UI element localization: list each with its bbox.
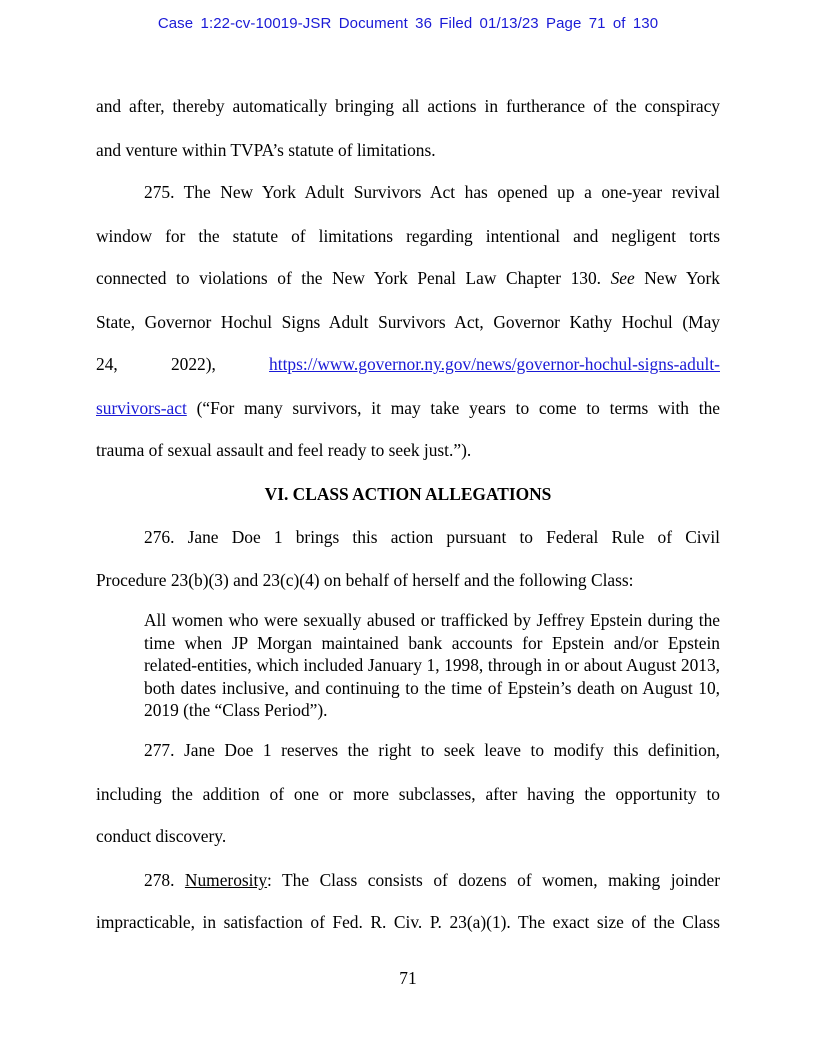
section-heading: VI. CLASS ACTION ALLEGATIONS [264, 484, 552, 504]
numerosity-term: Numerosity [184, 870, 268, 890]
paragraph-275-line [96, 354, 720, 374]
paragraph-275-line [96, 268, 720, 288]
paragraph-278-line: impracticable, in satisfaction of Fed. R. Civ. P. 23(a)(1). The exact size of the Class [96, 912, 720, 932]
paragraph-275-line: trauma of sexual assault and feel ready to seek just.”). [96, 440, 472, 460]
paragraph-277-line: 277. Jane Doe 1 reserves the right to seek leave to modify this definition, [144, 740, 720, 760]
text-span: : The Class consists of dozens of women, making joinder [267, 870, 720, 890]
text-span: connected to violations of the New York Penal Law Chapter 130. [96, 268, 611, 288]
text-span: 2022), [170, 354, 216, 374]
case-header: Case 1:22-cv-10019-JSR Document 36 Filed 01/13/23 Page 71 of 130 [157, 15, 659, 32]
text-span: (“For many survivors, it may take years to come to terms with the [186, 398, 720, 418]
paragraph-number: 278. [144, 870, 185, 890]
governor-press-link[interactable]: https://www.governor.ny.gov/news/governor-hochul-signs-adult- [269, 354, 720, 374]
paragraph-275-line: 275. The New York Adult Survivors Act has opened up a one-year revival [144, 182, 720, 202]
paragraph-276-line: 276. Jane Doe 1 brings this action pursuant to Federal Rule of Civil [144, 527, 720, 547]
citation-signal: See [610, 268, 635, 288]
text-span: New York [634, 268, 720, 288]
governor-press-link-continued[interactable]: survivors-act [96, 398, 187, 418]
paragraph-275-line [96, 398, 720, 418]
text-line: and venture within TVPA’s statute of limitations. [96, 140, 436, 160]
text-line: and after, thereby automatically bringing all actions in furtherance of the conspiracy [96, 96, 720, 116]
class-definition-quote: All women who were sexually abused or trafficked by Jeffrey Epstein during the time when JP Morgan maintained bank accounts for Epstein and/or Epstein related-entities, which included January 1, 1998, through in or about August 2013, both dates inclusive, and continuing to the time of Epstein’s death on August 10, 2019 (the “Class Period”). [144, 610, 720, 721]
paragraph-275-line: State, Governor Hochul Signs Adult Survivors Act, Governor Kathy Hochul (May [96, 312, 720, 332]
text-span: 24, [96, 354, 118, 374]
paragraph-277-line: conduct discovery. [96, 826, 227, 846]
page-number: 71 [399, 968, 417, 988]
paragraph-277-line: including the addition of one or more subclasses, after having the opportunity to [96, 784, 720, 804]
paragraph-276-line: Procedure 23(b)(3) and 23(c)(4) on behalf of herself and the following Class: [96, 570, 634, 590]
paragraph-275-line: window for the statute of limitations regarding intentional and negligent torts [96, 226, 720, 246]
paragraph-278-line [144, 870, 720, 890]
